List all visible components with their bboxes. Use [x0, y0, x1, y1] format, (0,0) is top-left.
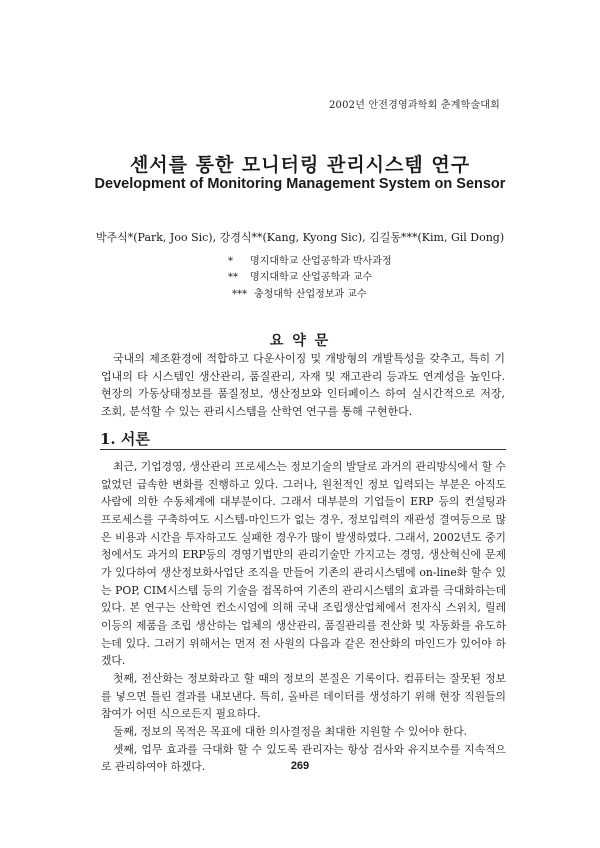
title-english: Development of Monitoring Management System on Sensor: [94, 176, 506, 192]
author-line: 박주식*(Park, Joo Sic), 강경식**(Kang, Kyong Sic), 김길동***(Kim, Gil Dong): [95, 231, 505, 244]
affiliation-mark: **: [228, 272, 238, 283]
affiliation-3: [232, 285, 367, 300]
affiliation-mark: *: [228, 256, 233, 267]
abstract-text: 국내의 제조환경에 적합하고 다운사이징 및 개방형의 개발특성을 갖추고, 특히 기업내의 타 시스템인 생산관리, 품질관리, 자재 및 재고관리 등과도 연계성을 높인다. 현장의 가동상태정보를 품질정보, 생산정보와 인터페이스 하여 실시간적으로 저장, 조회, 분석할 수 있는 관리시스템을 산학연 연구를 통해 구현한다.: [101, 352, 505, 418]
affiliation-text: 명지대학교 산업공학과 교수: [250, 272, 373, 283]
affiliation-2: [228, 268, 372, 283]
conference-header: 2002년 안전경영과학회 춘계학술대회: [328, 100, 500, 111]
title-korean: 센서를 통한 모니터링 관리시스템 연구: [129, 154, 471, 176]
page-number: 269: [290, 760, 310, 772]
affiliation-text: 명지대학교 산업공학과 박사과정: [250, 256, 392, 267]
affiliation-text: 충청대학 산업정보과 교수: [254, 289, 367, 300]
body-paragraph: 셋째, 업무 효과를 극대화 할 수 있도록 관리자는 항상 검사와 유지보수를 지속적으로 관리하여야 하겠다.: [101, 742, 506, 774]
body-paragraph: 첫째, 전산화는 정보화라고 할 때의 정보의 본질은 기록이다. 컴퓨터는 잘못된 정보를 넣으면 틀린 결과를 내보낸다. 특히, 올바른 데이터를 생성하기 위해 현장 직원들의 참여가 어떤 식으로든지 필요하다.: [101, 671, 506, 721]
section-body: [101, 458, 506, 776]
affiliation-mark: ***: [232, 289, 247, 300]
affiliation-1: [228, 252, 392, 267]
section-divider: [100, 449, 506, 450]
body-paragraph: 최근, 기업경영, 생산관리 프로세스는 정보기술의 발달로 과거의 관리방식에서 할 수 없었던 급속한 변화를 진행하고 있다. 그러나, 원천적인 정보 입력되는 부분은 아직도 사람에 의한 수동체계에 대부분이다. 그래서 대부분의 기업들이 ERP 등의 컨설팅과 프로세스를 구축하여도 시스템-마인드가 없는 경우, 정보입력의 재관성 결여등으로 많은 비용과 시간을 투자하고도 실패한 경우가 많이 발생하였다. 그래서, 2002년도 중기청에서도 과거의 ERP등의 경영기법만의 관리기술만 가지고는 경영, 생산혁신에 문제가 있다하여 생산정보화사업단 조직을 만들어 기존의 관리시스템에 on-line화 할수 있는 POP, CIM시스템 등의 기술을 접목하여 기존의 관리시스템의 효과를 극대화하는데 있다. 본 연구는 산학연 컨소시엄에 의해 국내 조립생산업체에서 전자식 스위치, 릴레이등의 제품을 조립 생산하는 업체의 생산관리, 품질관리를 전산화 및 자동화를 유도하는데 있다. 그러기 위해서는 먼저 전 사원의 다음과 같은 전산화의 마인드가 있어야 하겠다.: [101, 460, 506, 668]
body-paragraph: 둘째, 정보의 목적은 목표에 대한 의사결정을 최대한 지원할 수 있어야 한다.: [113, 724, 468, 738]
section-heading: 1. 서론: [100, 430, 150, 448]
abstract-heading: 요 약 문: [269, 333, 331, 349]
